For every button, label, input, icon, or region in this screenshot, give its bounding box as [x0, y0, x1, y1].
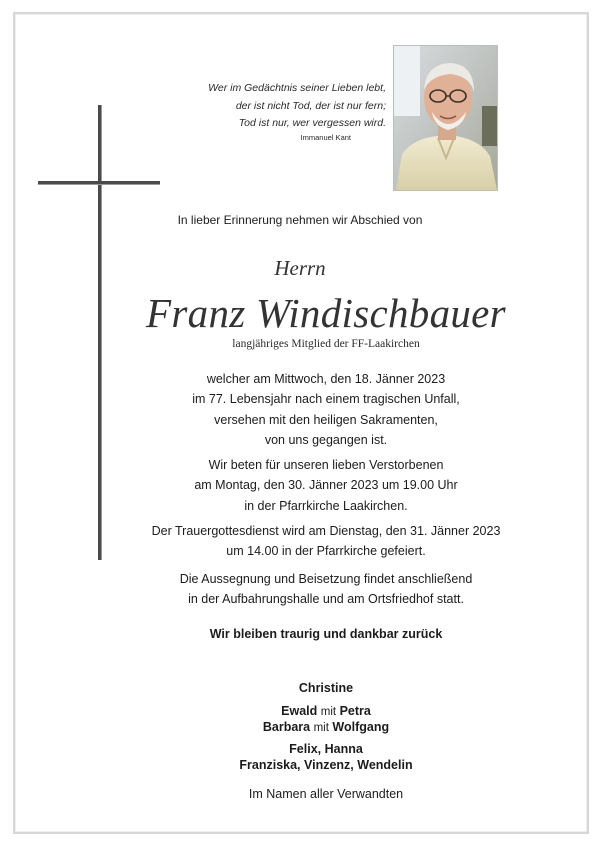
death-notice-line: von uns gegangen ist.: [264, 432, 388, 447]
death-notice-line: welcher am Mittwoch, den 18. Jänner 2023: [206, 372, 446, 386]
child-name: Ewald: [281, 704, 318, 718]
death-notice: [0, 369, 600, 450]
family-grandchildren: Franziska, Vinzenz, Wendelin: [239, 758, 413, 772]
prayer-line: am Montag, den 30. Jänner 2023 um 19.00 Uhr: [194, 478, 458, 493]
closing-text: Wir bleiben traurig und dankbar zurück: [209, 627, 443, 641]
service-notice: [0, 521, 600, 562]
salutation: Herrn: [274, 256, 326, 280]
family-grandchildren: Felix, Hanna: [289, 742, 363, 756]
memorial-quote: [160, 80, 386, 133]
death-notice-line: im 77. Lebensjahr nach einem tragischen Unfall,: [192, 392, 460, 407]
partner-name: Petra: [339, 704, 371, 718]
cross-horizontal-beam: [38, 181, 160, 184]
service-line: um 14.00 in der Pfarrkirche gefeiert.: [226, 544, 426, 559]
quote-author: Immanuel Kant: [300, 133, 351, 142]
quote-line: Wer im Gedächtnis seiner Lieben lebt,: [208, 82, 386, 94]
connector-text: mit: [313, 722, 329, 734]
prayer-line: in der Pfarrkirche Laakirchen.: [244, 498, 408, 513]
deceased-name: Franz Windischbauer: [146, 290, 506, 336]
death-notice-line: versehen mit den heiligen Sakramenten,: [214, 412, 438, 427]
portrait-photo: [393, 45, 498, 191]
deceased-subtitle: langjähriges Mitglied der FF-Laakirchen: [232, 338, 420, 350]
quote-line: Tod ist nur, wer vergessen wird.: [238, 117, 386, 129]
family-child: [0, 720, 600, 734]
quote-line: der ist nicht Tod, der ist nur fern;: [235, 99, 386, 112]
family-child: [0, 704, 600, 718]
family-spouse: Christine: [298, 681, 354, 695]
signoff-text: Im Namen aller Verwandten: [248, 787, 404, 801]
burial-line: Die Aussegnung und Beisetzung findet anschließend: [179, 572, 473, 586]
prayer-line: Wir beten für unseren lieben Verstorbenen: [208, 458, 444, 472]
burial-notice: [0, 569, 600, 610]
prayer-notice: [0, 455, 600, 516]
service-line: Der Trauergottesdienst wird am Dienstag, den 31. Jänner 2023: [151, 524, 501, 538]
partner-name: Wolfgang: [332, 720, 390, 734]
child-name: Barbara: [262, 720, 311, 734]
intro-text: In lieber Erinnerung nehmen wir Abschied von: [177, 213, 423, 227]
connector-text: mit: [320, 706, 337, 718]
burial-line: in der Aufbahrungshalle und am Ortsfriedhof statt.: [188, 592, 464, 607]
